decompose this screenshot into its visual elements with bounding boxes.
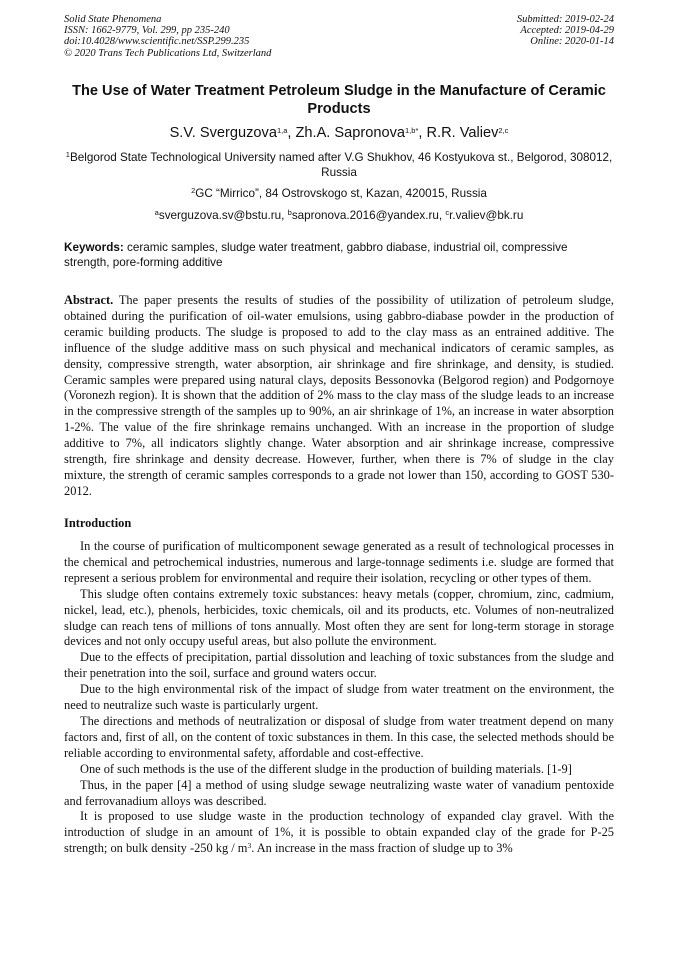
paper-title: The Use of Water Treatment Petroleum Sludge in the Manufacture of Ceramic Products bbox=[72, 83, 606, 117]
superscript: 3 bbox=[247, 841, 252, 851]
email-mark: b bbox=[287, 208, 292, 217]
keywords-section bbox=[64, 240, 614, 270]
author-affiliation-mark: 1,b* bbox=[405, 126, 419, 135]
author-emails: $^a$sverguzova.sv@bstu.ru, $^b$sapronova.2016@yandex.ru, $^c$r.valiev@bk.ru bbox=[154, 208, 524, 222]
affiliation-mark: 1 bbox=[65, 150, 70, 159]
affiliation-text: GC “Mirrico”, 84 Ostrovskogo st, Kazan, 420015, Russia bbox=[195, 187, 487, 200]
paragraph: Due to the effects of precipitation, partial dissolution and leaching of toxic substances from the sludge and their penetration into the soil, surface and ground waters occur. bbox=[64, 650, 614, 681]
affiliation-text: Belgorod State Technological University named after V.G Shukhov, 46 Kostyukova st., Belgorod, 308012, Russia bbox=[69, 151, 613, 179]
affiliation-2 bbox=[64, 186, 614, 201]
journal-doi: doi:10.4028/www.scientific.net/SSP.299.235 bbox=[64, 36, 250, 48]
journal-issn: ISSN: 1662-9779, Vol. 299, pp 235-240 bbox=[64, 25, 230, 37]
author-name: Zh.A. Sapronova bbox=[295, 125, 406, 141]
email-link[interactable]: sapronova.2016@yandex.ru bbox=[291, 209, 439, 222]
paragraph-text: It is proposed to use sludge waste in the production technology of expanded clay gravel. With the introduction of sludge in an amount of 1%, it is possible to obtain expanded clay of the grade for P-25 strength; on bulk density -250 kg / m bbox=[64, 809, 614, 856]
paragraph: Due to the high environmental risk of the impact of sludge from water treatment on the environment, the need to neutralize such waste is particularly urgent. bbox=[64, 682, 614, 713]
introduction-body bbox=[64, 539, 614, 857]
email-mark: a bbox=[154, 208, 159, 217]
author-affiliation-mark: 1,a bbox=[276, 126, 288, 135]
author-affiliation-mark: 2,c bbox=[498, 126, 509, 135]
paragraph: One of such methods is the use of the different sludge in the production of building materials. [1-9] bbox=[80, 761, 572, 776]
abstract-text: The paper presents the results of studies of the possibility of utilization of petroleum sludge, obtained during the purification of oil-water emulsions, using gabbro-diabase powder in the production of ceramic building products. The sludge is proposed to add to the clay mass as an entrained additive. The influence of the sludge additive mass on such physical and mechanical indicators of ceramic samples, as density, compressive strength, water absorption, air shrinkage and fire shrinkage, and density, is studied. Ceramic samples were prepared using natural clays, deposits Bessonovka (Belgorod region) and Podgornoye (Voronezh region). It is shown that the addition of 2% mass to the clay mass of the sludge leads to an increase in the compressive strength of the samples up to 90%, an air shrinkage of 1%, an increase in water absorption 1-2%. The value of the fire shrinkage remains unchanged. With an increase in the proportion of sludge additive to 7%, all indicators slightly change. Water absorption and air shrinkage increase, compressive strength, fire shrinkage and density decrease. However, further, when there is 7% of sludge in the clay mixture, the strength of ceramic samples corresponds to a grade not lower than 150, according to GOST 530-2012. bbox=[64, 293, 614, 498]
publication-dates bbox=[517, 14, 614, 48]
email-link[interactable]: sverguzova.sv@bstu.ru bbox=[158, 209, 282, 222]
accepted-date: Accepted: 2019-04-29 bbox=[520, 25, 614, 37]
keywords-label: Keywords: bbox=[64, 241, 124, 254]
journal-copyright: © 2020 Trans Tech Publications Ltd, Switzerland bbox=[64, 47, 272, 59]
author-name: R.R. Valiev bbox=[426, 125, 499, 141]
affiliation-1 bbox=[64, 150, 614, 180]
abstract-section bbox=[64, 293, 614, 500]
author-name: S.V. Sverguzova bbox=[169, 125, 277, 141]
online-date: Online: 2020-01-14 bbox=[530, 36, 614, 48]
submitted-date: Submitted: 2019-02-24 bbox=[516, 14, 614, 25]
email-mark: c bbox=[445, 208, 450, 217]
paragraph: This sludge often contains extremely toxic substances: heavy metals (copper, chromium, zinc, cadmium, nickel, lead, etc.), phenols, herbicides, toxic chemicals, oil and its products, etc. Volumes of non-neutralized sludge can reach tens of millions of tons annually. Most often they are sent for long-term storage in storage devices and not only occupy useful areas, but also pollute the environment. bbox=[64, 586, 614, 649]
introduction-heading: Introduction bbox=[64, 516, 132, 530]
abstract-label: Abstract. bbox=[64, 293, 114, 307]
author-list: S.V. Sverguzova$^{1,a}$, Zh.A. Sapronova$^{1,b*}$, R.R. Valiev$^{2,c}$ bbox=[169, 125, 509, 141]
keywords-text: ceramic samples, sludge water treatment, gabbro diabase, industrial oil, compressive strength, pore-forming additive bbox=[64, 241, 568, 269]
affiliation-mark: 2 bbox=[191, 186, 196, 195]
paragraph: Thus, in the paper [4] a method of using sludge sewage neutralizing waste water of vanadium pentoxide and ferrovanadium alloys was described. bbox=[64, 777, 614, 808]
journal-info bbox=[64, 14, 271, 59]
email-link[interactable]: r.valiev@bk.ru bbox=[449, 209, 524, 222]
journal-name: Solid State Phenomena bbox=[64, 14, 162, 25]
paragraph bbox=[64, 809, 614, 857]
paragraph-text: . An increase in the mass fraction of sludge up to 3% bbox=[251, 841, 513, 856]
paragraph: In the course of purification of multicomponent sewage generated as a result of technological processes in the chemical and petrochemical industries, numerous and large-tonnage sediments i.e. sludge are formed that represent a serious problem for environmental and require their isolation, recycling or other types of them. bbox=[64, 539, 614, 585]
paragraph: The directions and methods of neutralization or disposal of sludge from water treatment depend on many factors and, first of all, on the content of toxic substances in them. In this case, the selected methods should be reliable according to environmental safety, affordable and cost-effective. bbox=[64, 713, 614, 760]
